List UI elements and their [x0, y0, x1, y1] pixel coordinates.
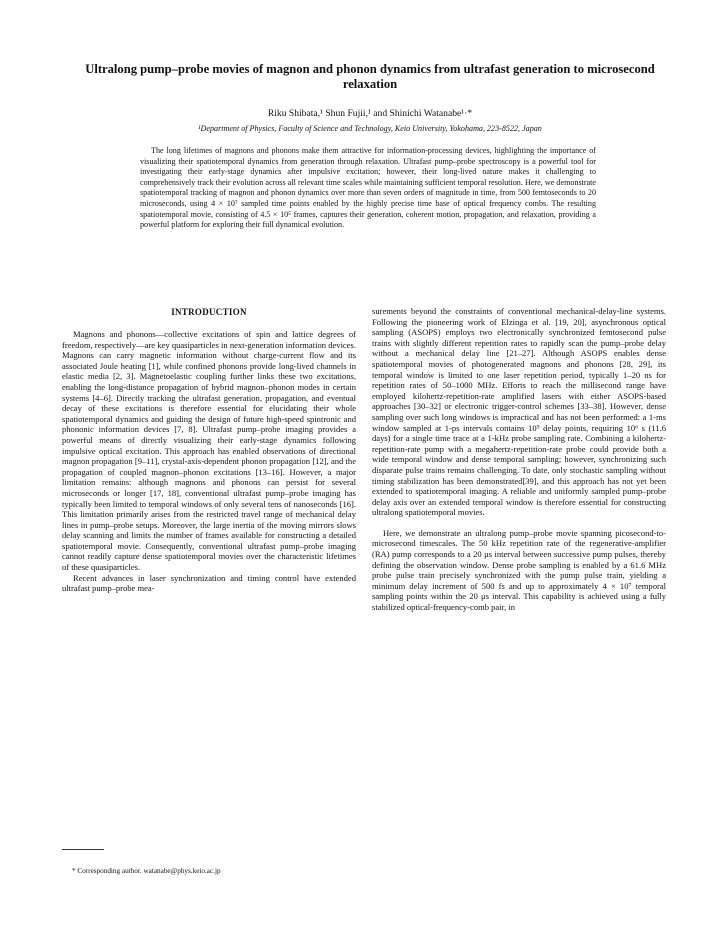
corresponding-author-footnote: * Corresponding author. watanabe@phys.keio.ac.jp: [72, 867, 221, 875]
paper-title: Ultralong pump–probe movies of magnon and phonon dynamics from ultrafast generation to microsecond relaxation: [85, 62, 655, 91]
intro-paragraph-2: Recent advances in laser synchronization and timing control have extended ultrafast pump–probe mea-: [62, 572, 356, 594]
intro-paragraph-2-continued: surements beyond the constraints of conventional mechanical-delay-line systems. Following the pioneering work of Elzinga et al. [19, 20], asynchronous optical sampling (ASOPS) employs two electronically synchronized femtosecond pulse trains with slightly different repetition rates to rapidly scan the pump–probe delay without a mechanical delay line [21–27]. Although ASOPS enables dense spatiotemporal movies of photogenerated magnons and phonons [28, 29], its temporal window is limited to one laser repetition period, typically 1–20 ns for repetition rates of 50–1000 MHz. Efforts to reach the millisecond range have employed kilohertz-repetition-rate amplified lasers with either ASOPS-based approaches [30–32] or electronic trigger-control schemes [33–38]. However, dense sampling over such long windows is impractical and has not been performed: a 1-ms window sampled at 1-ps intervals contains 10⁹ delay points, requiring 10⁶ s (11.6 days) for a single time trace at a 1-kHz probe sampling rate. Combining a kilohertz-repetition-rate pump with a megahertz-repetition-rate probe could provide both a wide temporal window and dense temporal sampling; however, synchronizing such disparate pulse trains remains challenging. To date, only stochastic sampling without timing stabilization has been demonstrated[39], and this approach has not yet been extended to spatiotemporal imaging. A reliable and uniformly sampled pump–probe delay axis over an extended temporal window is therefore essential for constructing ultralong spatiotemporal movies.: [372, 306, 666, 518]
right-column: [372, 306, 666, 613]
intro-paragraph-3: Here, we demonstrate an ultralong pump–probe movie spanning picosecond-to-microsecond timescales. The 50 kHz repetition rate of the regenerative-amplifier (RA) pump corresponds to a 20 μs interval between successive pump pulses, thereby defining the observation window. Dense probe sampling is enabled by a 61.6 MHz probe pulse train precisely synchronized with the pump pulse train, yielding a minimum delay increment of 500 fs and up to approximately 4 × 10⁷ temporal sampling points within the 20 μs interval. This capability is achieved using a fully stabilized optical-frequency-comb pair, in: [372, 527, 666, 613]
author-list: Riku Shibata,¹ Shun Fujii,¹ and Shinichi Watanabe¹·*: [267, 108, 473, 119]
abstract: The long lifetimes of magnons and phonons make them attractive for information-processing devices, highlighting the importance of visualizing their spatiotemporal dynamics from generation through relaxation. Ultrafast pump–probe spectroscopy is a powerful tool for investigating their early-stage dynamics after impulsive excitation; however, their long-lived nature makes it challenging to comprehensively track their evolution across all relevant time scales while maintaining sufficient temporal resolution. Here, we demonstrate spatiotemporal tracking of magnon and phonon dynamics over more than seven orders of magnitude in time, from 500 femtoseconds to 20 microseconds, using 4 × 10⁷ sampled time points enabled by the highly precise time base of optical frequency combs. The resulting spatiotemporal movie, consisting of 4.5 × 10⁵ frames, captures their generation, coherent motion, propagation, and relaxation, providing a powerful platform for exploring their full dynamical evolution.: [140, 146, 596, 230]
section-heading-introduction: INTRODUCTION: [171, 307, 247, 317]
arxiv-sidebar: [16, 210, 46, 680]
intro-paragraph-1: Magnons and phonons—collective excitations of spin and lattice degrees of freedom, respectively—are key quasiparticles in next-generation information devices. Magnons can carry magnetic information without charge-current flow and its associated Joule heating [1], while confined phonons provide long-lived channels in elastic media [2, 3]. Magnetoelastic coupling further links these two excitations, enabling the long-distance propagation of hybrid magnon–phonon modes in certain systems [4–6]. Directly tracking the ultrafast generation, propagation, and eventual decay of these excitations is therefore essential for elucidating their whole spatiotemporal dynamics and guiding the design of future high-speed spintronic and phononic information devices [7, 8]. Ultrafast pump–probe imaging provides a powerful means of directly visualizing their early-stage dynamics following impulsive optical excitation. This approach has enabled observations of directional magnon propagation [9–11], crystal-axis-dependent phonon propagation [12], and the propagation of coupled magnon–phonon excitations [13–16]. However, a major limitation remains: although magnons and phonons can persist for several microseconds or longer [17, 18], conventional ultrafast pump–probe imaging has typically been limited to temporal windows of only several tens of nanoseconds [16]. This limitation primarily arises from the restricted travel range of mechanical delay lines in pump–probe setups. Moreover, the large inertia of the moving mirrors slows delay scanning and limits the number of frames available for constructing a detailed spatiotemporal movie. Consequently, conventional ultrafast pump–probe imaging cannot readily capture dense spatiotemporal movies over the characteristic lifetimes of these quasiparticles.: [62, 329, 356, 573]
affiliation: ¹Department of Physics, Faculty of Science and Technology, Keio University, Yokohama, 223-8522, Japan: [198, 124, 542, 133]
left-column: [62, 306, 356, 594]
footnote-divider: [62, 849, 104, 850]
